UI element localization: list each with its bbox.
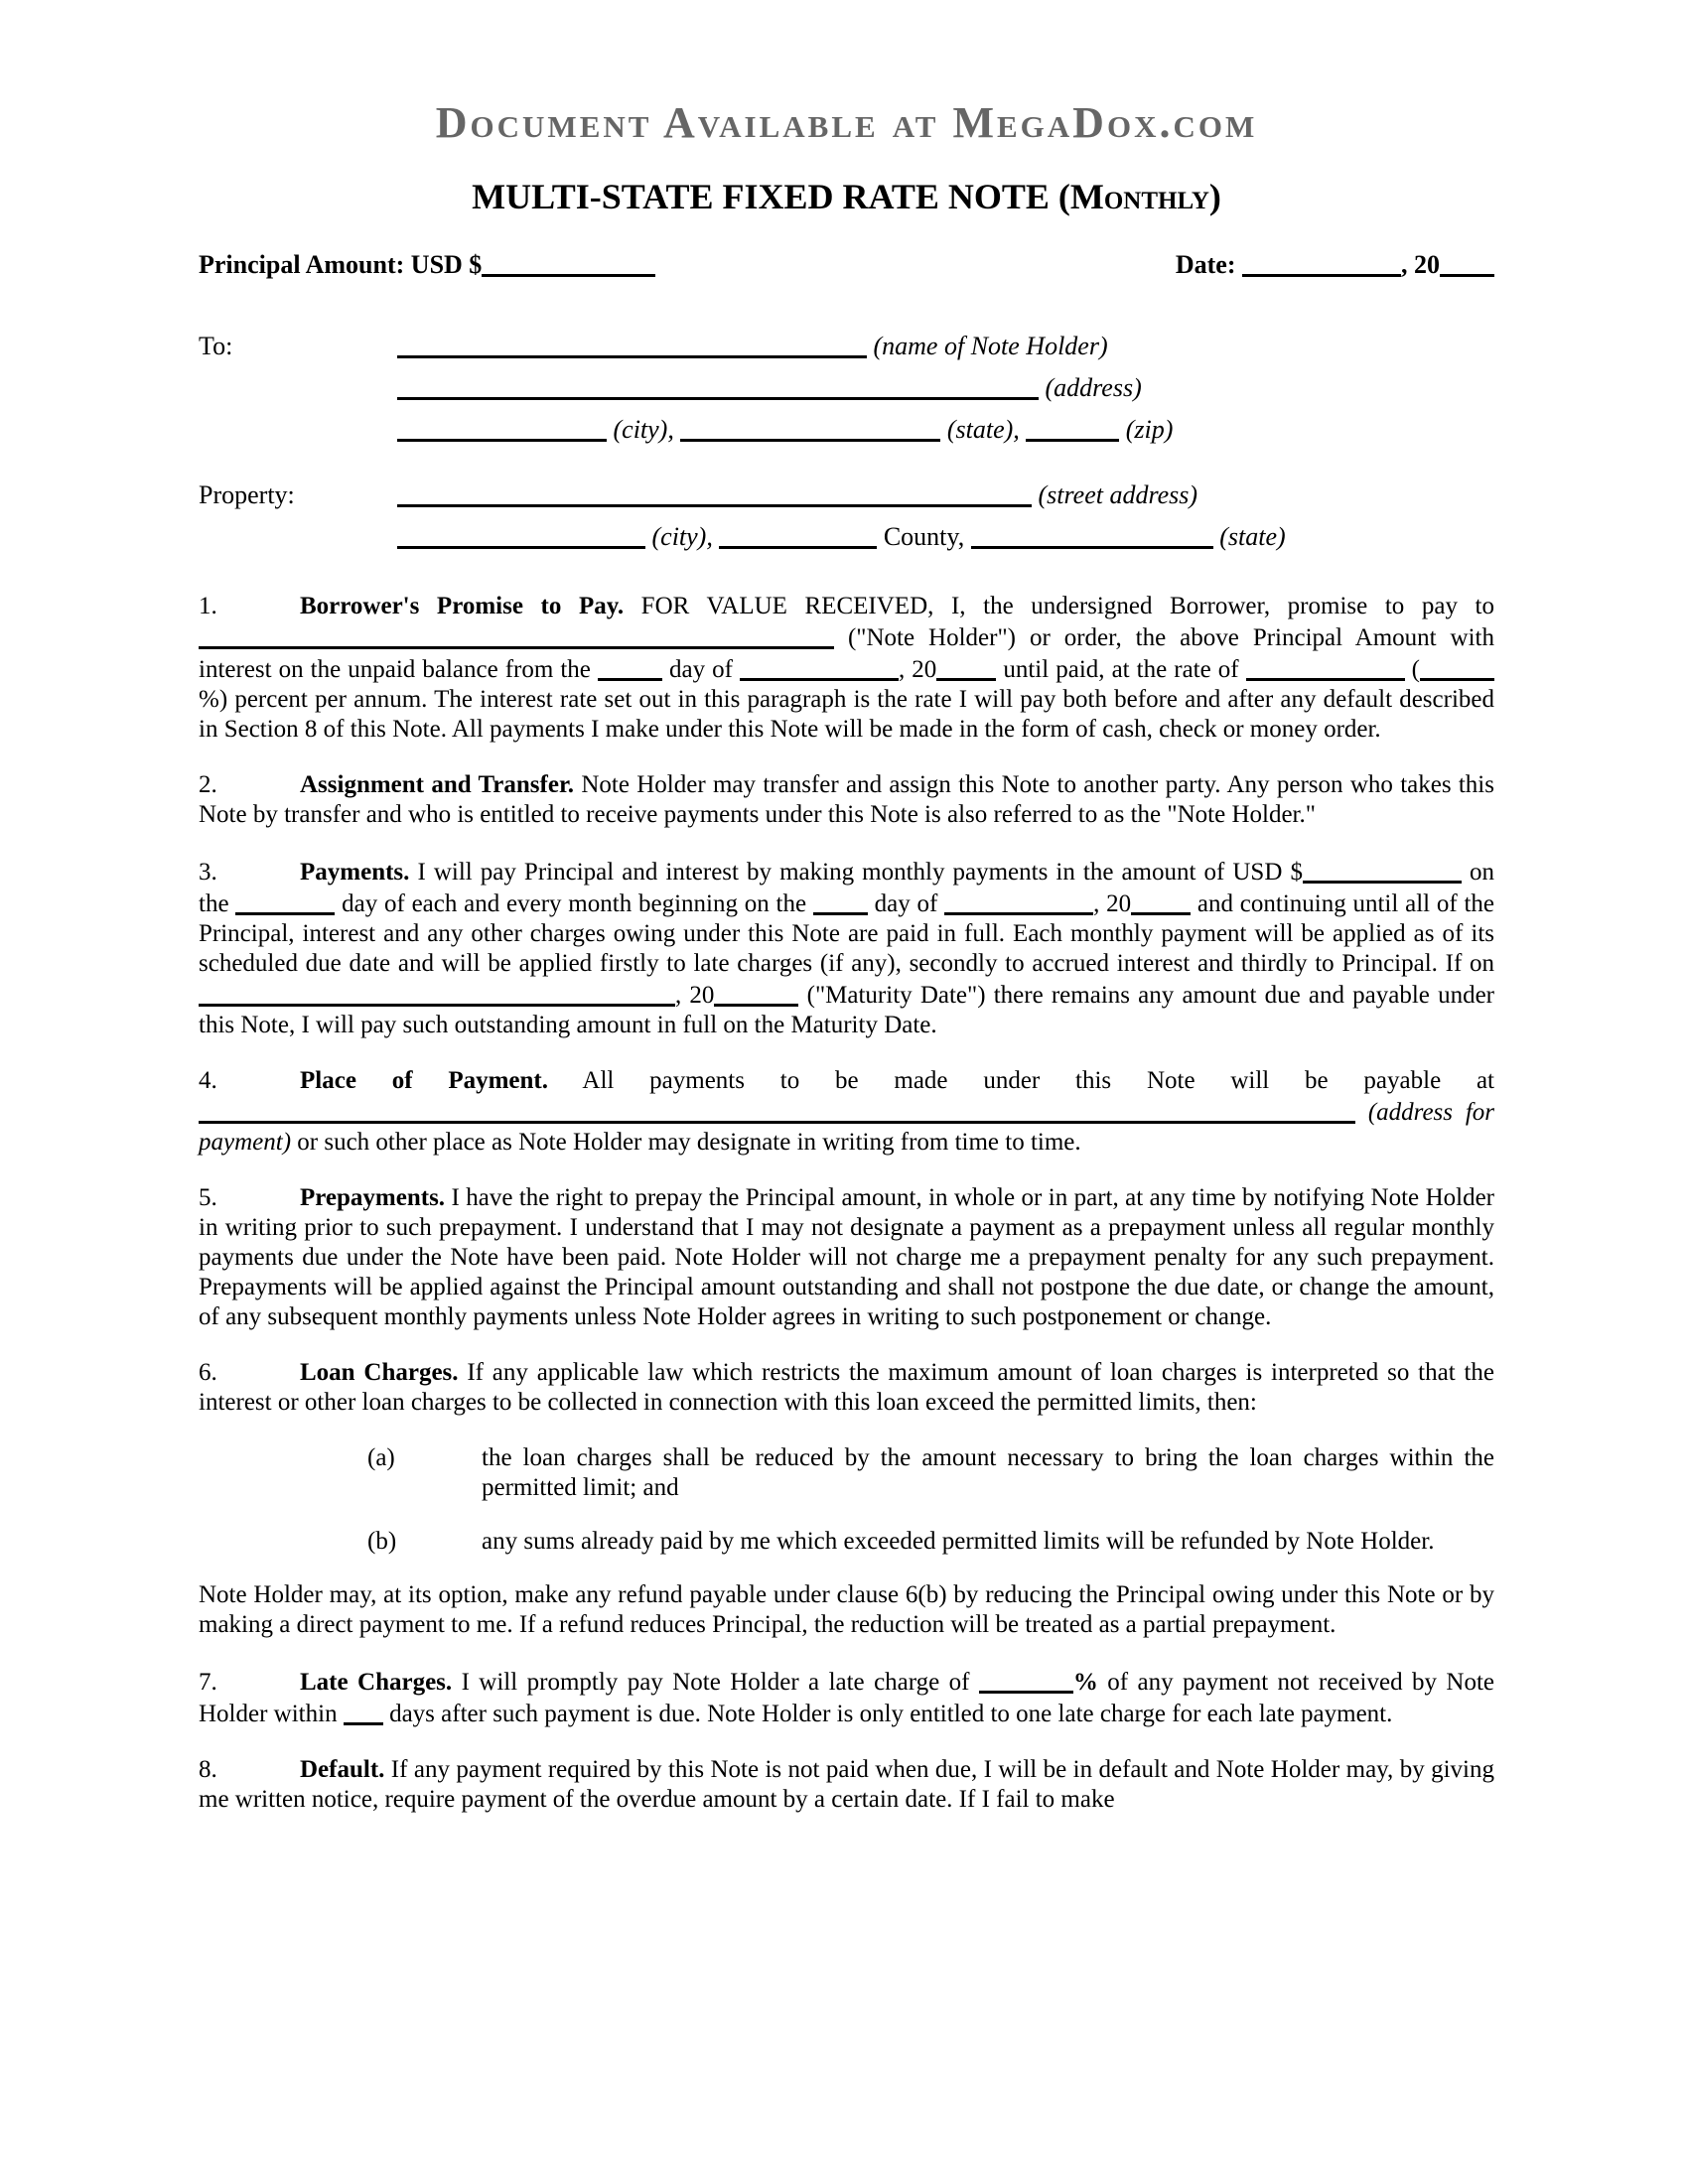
address-line <box>397 409 1494 451</box>
blank-field <box>944 887 1093 915</box>
section-number: 8. <box>199 1756 217 1783</box>
blank-field <box>719 520 877 549</box>
text-run-italic: (address for payment) <box>199 1099 1494 1156</box>
watermark: Document Available at MegaDox.com <box>435 98 1258 147</box>
text-run-italic: (state) <box>1212 522 1286 551</box>
text-run: ( <box>1404 656 1421 683</box>
blank-field <box>235 887 335 915</box>
blank-field <box>740 653 899 681</box>
section-paragraph <box>199 1183 1494 1332</box>
blank-field <box>482 248 655 277</box>
text-run: %) percent per annum. The interest rate set out in this paragraph is the rate I will pay both before and after any default described in Section 8 of this Note. All payments I make under this Note will be made in the form of cash, check or money order. <box>199 686 1494 743</box>
text-run: FOR VALUE RECEIVED, I, the undersigned Borrower, promise to pay to <box>624 593 1494 619</box>
text-run-bold: Principal Amount: USD $ <box>199 250 483 279</box>
blank-field <box>344 1698 383 1725</box>
text-run: or such other place as Note Holder may designate in writing from time to time. <box>291 1129 1081 1156</box>
text-run: , 20 <box>675 982 715 1009</box>
page-title: MULTI-STATE FIXED RATE NOTE (Monthly) <box>472 177 1221 216</box>
address-line <box>397 326 1494 367</box>
principal-amount-field <box>199 248 655 282</box>
subclause <box>199 1527 1494 1557</box>
blank-field <box>813 887 868 915</box>
blank-field <box>680 413 940 442</box>
text-run-italic: (zip) <box>1119 415 1174 444</box>
blank-field <box>1026 413 1119 442</box>
section-paragraph <box>199 1755 1494 1815</box>
text-run-bold: Date: <box>1175 250 1242 279</box>
text-run: Note Holder may, at its option, make any refund payable under clause 6(b) by reducing the Principal owing under this Note or by making a direct payment to me. If a refund reduces Principal, the reduction will be treated as a partial prepayment. <box>199 1581 1494 1638</box>
blank-field <box>1440 248 1494 277</box>
text-run-italic: (address) <box>1039 373 1142 402</box>
blank-field <box>397 413 607 442</box>
blank-field <box>199 979 675 1007</box>
section-paragraph <box>199 856 1494 1040</box>
text-run: ("Note Holder") or order, the above Principal Amount with interest on the unpaid balance from the <box>199 624 1494 683</box>
section-paragraph <box>199 1666 1494 1729</box>
text-run-bold: Borrower's Promise to Pay. <box>300 593 625 619</box>
section-number: 6. <box>199 1359 217 1386</box>
section-number: 2. <box>199 771 217 798</box>
section-number: 1. <box>199 593 217 619</box>
text-run-bold: Assignment and Transfer. <box>300 771 575 798</box>
section-paragraph <box>199 1358 1494 1418</box>
text-run: the loan charges shall be reduced by the amount necessary to bring the loan charges within the permitted limit; and <box>482 1444 1494 1501</box>
blank-field <box>1242 248 1401 277</box>
continuation-paragraph <box>199 1580 1494 1640</box>
text-run-bold: Prepayments. <box>300 1184 446 1211</box>
section-number: 7. <box>199 1669 217 1696</box>
text-run: on the <box>199 859 1495 917</box>
text-run: I have the right to prepay the Principal amount, in whole or in part, at any time by notifying Note Holder in writing prior to such prepayment. I understand that I may not designate a payment as a prepayment unless all regular monthly payments due under the Note have been paid. Note Holder will not charge me a prepayment penalty for any such prepayment. Prepayments will be applied against the Principal amount outstanding and shall not postpone the due date, or change the amount, of any subsequent monthly payments unless Note Holder agrees in writing to such postponement or change. <box>199 1184 1494 1330</box>
subclause-number: (b) <box>367 1528 397 1555</box>
subclause <box>199 1443 1494 1503</box>
meta-row <box>199 248 1494 282</box>
text-run: If any payment required by this Note is not paid when due, I will be in default and Note Holder may, by giving me written notice, require payment of the overdue amount by a certain date. If I fail to make <box>199 1756 1494 1813</box>
blank-field <box>1303 856 1462 884</box>
text-run-bold: % <box>1072 1669 1098 1696</box>
text-run: Note Holder may transfer and assign this Note to another party. Any person who takes this Note by transfer and who is entitled to receive payments under this Note is also referred to as the "Note Holder." <box>199 771 1494 828</box>
address-label: To: <box>199 332 233 360</box>
address-line <box>397 367 1494 409</box>
blank-field <box>397 520 645 549</box>
blank-field <box>1420 653 1494 681</box>
blank-field <box>598 653 662 681</box>
text-run-italic: (city), <box>645 522 720 551</box>
address-block-property <box>199 475 1494 558</box>
blank-field <box>199 621 834 649</box>
address-line <box>397 516 1494 558</box>
text-run: day of <box>661 656 741 683</box>
text-run: ("Maturity Date") there remains any amount due and payable under this Note, I will pay such outstanding amount in full on the Maturity Date. <box>199 982 1495 1038</box>
text-run: any sums already paid by me which exceeded permitted limits will be refunded by Note Holder. <box>482 1528 1435 1555</box>
text-run: day of <box>867 890 945 917</box>
text-run-bold: Default. <box>300 1756 385 1783</box>
text-run: day of each and every month beginning on the <box>335 890 813 917</box>
blank-field <box>714 979 798 1007</box>
date-field <box>1176 248 1494 282</box>
subclause-number: (a) <box>367 1444 395 1471</box>
text-run: , 20 <box>899 656 937 683</box>
section-number: 4. <box>199 1067 217 1094</box>
text-run: I will promptly pay Note Holder a late charge of <box>452 1669 979 1696</box>
blank-field <box>397 371 1039 400</box>
section-paragraph <box>199 1066 1494 1158</box>
text-run: days after such payment is due. Note Holder is only entitled to one late charge for each late payment. <box>382 1701 1393 1727</box>
text-run-bold: Payments. <box>300 859 410 886</box>
text-run: and continuing until all of the Principal, interest and any other charges owing under this Note are paid in full. Each monthly payment will be applied as of its scheduled due date and will be applied firstly to late charges (if any), secondly to accrued interest and thirdly to Principal. If on <box>199 890 1495 977</box>
section-paragraph <box>199 770 1494 830</box>
text-run-italic: (name of Note Holder) <box>867 332 1108 360</box>
text-run: of any payment not received by Note Holder within <box>199 1669 1495 1727</box>
text-run: until paid, at the rate of <box>996 656 1246 683</box>
blank-field <box>199 1096 1355 1124</box>
blank-field <box>936 653 996 681</box>
blank-field <box>971 520 1213 549</box>
blank-field <box>397 478 1032 507</box>
address-line <box>397 475 1494 516</box>
text-run-italic: (city), <box>607 415 681 444</box>
section-paragraph <box>199 592 1494 745</box>
blank-field <box>1246 653 1405 681</box>
address-block-to <box>199 326 1494 451</box>
text-run: I will pay Principal and interest by making monthly payments in the amount of USD $ <box>409 859 1303 886</box>
text-run: , 20 <box>1093 890 1132 917</box>
blank-field <box>1131 887 1191 915</box>
blank-field <box>979 1666 1073 1694</box>
text-run: County, <box>877 522 971 551</box>
document-body <box>199 248 1494 1815</box>
text-run-bold: Loan Charges. <box>300 1359 459 1386</box>
text-run-italic: (street address) <box>1032 480 1198 509</box>
text-run: All payments to be made under this Note will be payable at <box>548 1067 1494 1094</box>
text-run-bold: Late Charges. <box>300 1669 453 1696</box>
text-run-bold: , 20 <box>1401 250 1440 279</box>
section-number: 3. <box>199 859 217 886</box>
text-run-bold: Place of Payment. <box>300 1067 548 1094</box>
text-run: If any applicable law which restricts the maximum amount of loan charges is interpreted so that the interest or other loan charges to be collected in connection with this loan exceed the permitted limits, then: <box>199 1359 1494 1416</box>
blank-field <box>397 330 867 358</box>
text-run-italic: (state), <box>940 415 1027 444</box>
section-number: 5. <box>199 1184 217 1211</box>
address-label: Property: <box>199 480 295 509</box>
